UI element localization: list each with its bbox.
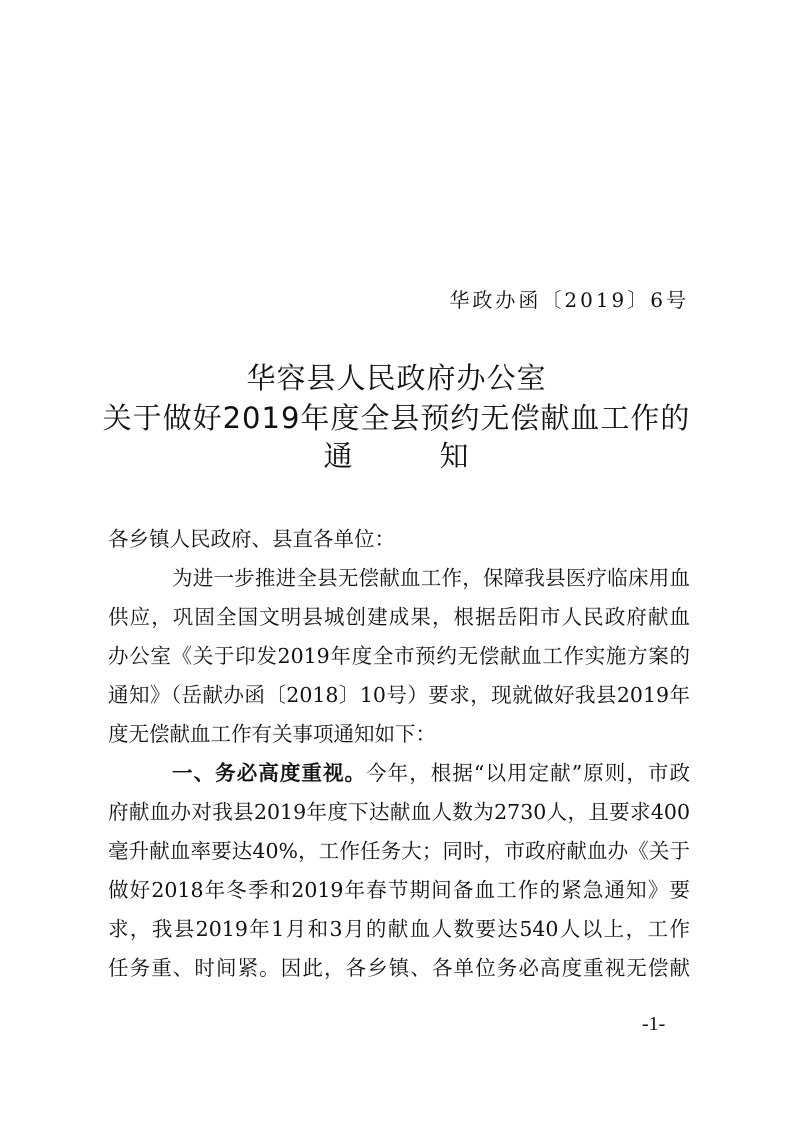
- title-word-tong: 通: [323, 439, 354, 473]
- title-word-zhi: 知: [439, 439, 470, 473]
- body-line: 通知》（岳献办函〔2018〕10号）要求，现就做好我县2019年: [108, 683, 690, 707]
- body-line: 供应，巩固全国文明县城创建成果，根据岳阳市人民政府献血: [108, 605, 690, 629]
- body-line: 求，我县2019年1月和3月的献血人数要达540人以上，工作: [108, 917, 690, 941]
- body-line: 度无偿献血工作有关事项通知如下：: [108, 722, 436, 746]
- section-1-text: 今年，根据“以用定献”原则，市政: [366, 761, 690, 785]
- body-line: 毫升献血率要达40%，工作任务大；同时，市政府献血办《关于: [108, 839, 690, 863]
- title-line-2: 关于做好2019年度全县预约无偿献血工作的: [102, 401, 691, 435]
- title-line-3: [0, 434, 793, 475]
- body-line: 做好2018年冬季和2019年春节期间备血工作的紧急通知》要: [108, 878, 690, 902]
- body-line: 为进一步推进全县无偿献血工作，保障我县医疗临床用血: [172, 566, 690, 590]
- title-line-1: 华容县人民政府办公室: [246, 361, 547, 395]
- document-number: 华政办函〔2019〕6号: [449, 288, 689, 312]
- body-line: 任务重、时间紧。因此，各乡镇、各单位务必高度重视无偿献: [108, 956, 690, 980]
- section-1-line: [108, 756, 690, 786]
- page-number: -1-: [642, 1013, 666, 1035]
- body-line: 办公室《关于印发2019年度全市预约无偿献血工作实施方案的: [108, 644, 690, 668]
- salutation: 各乡镇人民政府、县直各单位：: [108, 527, 395, 551]
- body-line: 府献血办对我县2019年度下达献血人数为2730人，且要求400: [108, 800, 690, 824]
- section-1-heading: 一、务必高度重视。: [172, 761, 367, 785]
